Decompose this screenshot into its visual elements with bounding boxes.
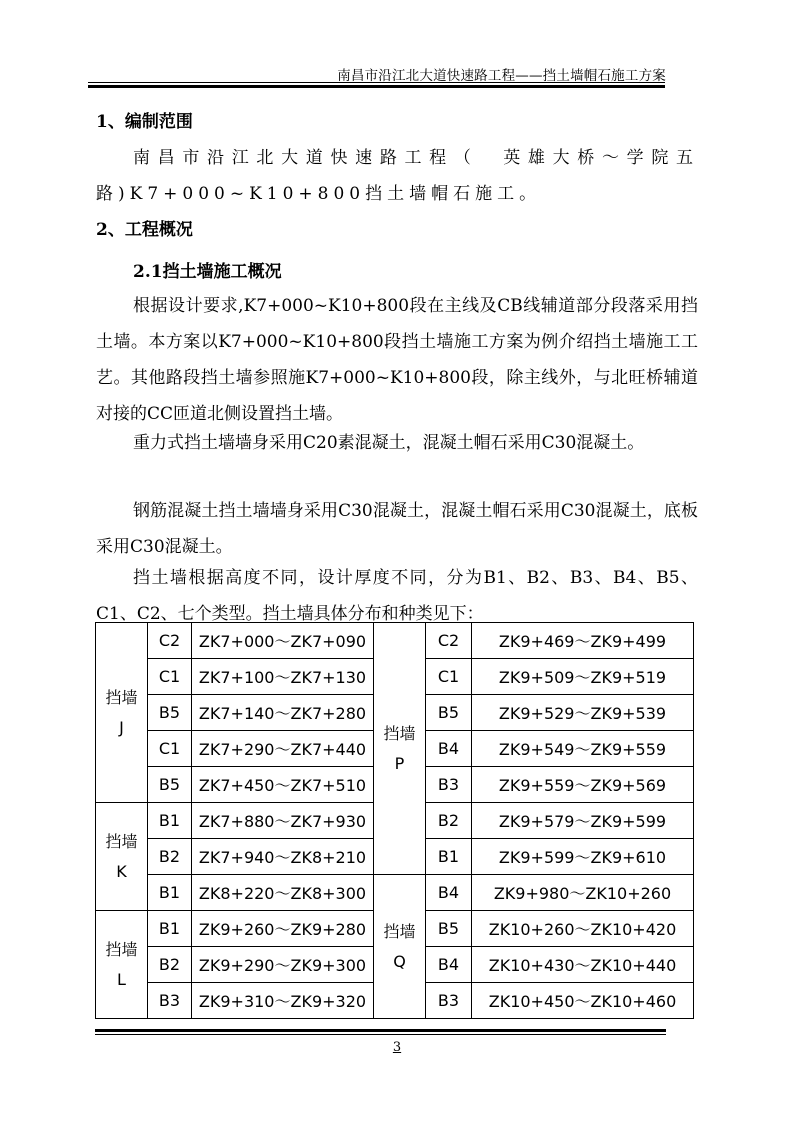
chainage-range-cell: ZK7+450～ZK7+510	[192, 767, 374, 803]
group-cell-k	[96, 803, 148, 911]
wall-type-cell: C2	[426, 623, 472, 659]
chainage-range-cell: ZK7+290～ZK7+440	[192, 731, 374, 767]
group-label: 挡墙	[105, 687, 138, 707]
page-number-text: 3	[392, 1040, 402, 1055]
wall-type-cell: C2	[148, 623, 192, 659]
chainage-range-cell: ZK9+469～ZK9+499	[472, 623, 694, 659]
chainage-range-cell: ZK9+980～ZK10+260	[472, 875, 694, 911]
group-code: P	[394, 753, 405, 773]
overview-paragraph-4: 挡土墙根据高度不同，设计厚度不同，分为B1、B2、B3、B4、B5、C1、C2、七个类型。挡土墙具体分布和种类见下：	[96, 568, 698, 624]
group-cell-j	[96, 623, 148, 803]
wall-type-cell: B2	[426, 803, 472, 839]
section-2-heading: 2、工程概况	[96, 220, 193, 240]
chainage-range-cell: ZK10+450～ZK10+460	[472, 983, 694, 1019]
group-label: 挡墙	[383, 921, 416, 941]
wall-type-cell: B1	[148, 911, 192, 947]
chainage-range-cell: ZK7+140～ZK7+280	[192, 695, 374, 731]
wall-type-cell: B2	[148, 839, 192, 875]
footer-rule	[95, 1034, 666, 1035]
wall-type-cell: B1	[426, 839, 472, 875]
overview-paragraph-1: 根据设计要求,K7+000~K10+800段在主线及CB线辅道部分段落采用挡土墙。本方案以K7+000~K10+800段挡土墙施工方案为例介绍挡土墙施工工艺。其他路段挡土墙参照施K7+000~K10+800段，除主线外，与北旺桥辅道对接的CC匝道北侧设置挡土墙。	[96, 296, 698, 424]
wall-type-cell: B5	[148, 767, 192, 803]
group-label: 挡墙	[383, 723, 416, 743]
group-cell-q	[374, 875, 426, 1019]
wall-type-cell: C1	[148, 659, 192, 695]
chainage-range-cell: ZK9+509～ZK9+519	[472, 659, 694, 695]
wall-type-cell: C1	[426, 659, 472, 695]
wall-type-cell: B4	[426, 875, 472, 911]
chainage-range-cell: ZK9+599～ZK9+610	[472, 839, 694, 875]
wall-type-cell: B3	[426, 983, 472, 1019]
wall-type-cell: C1	[148, 731, 192, 767]
wall-type-cell: B5	[148, 695, 192, 731]
chainage-range-cell: ZK9+559～ZK9+569	[472, 767, 694, 803]
chainage-range-cell: ZK9+579～ZK9+599	[472, 803, 694, 839]
chainage-range-cell: ZK9+290～ZK9+300	[192, 947, 374, 983]
page-number	[0, 1040, 794, 1055]
chainage-range-cell: ZK10+430～ZK10+440	[472, 947, 694, 983]
wall-type-cell: B3	[426, 767, 472, 803]
wall-type-cell: B3	[148, 983, 192, 1019]
wall-type-cell: B4	[426, 731, 472, 767]
wall-type-cell: B5	[426, 695, 472, 731]
wall-type-cell: B5	[426, 911, 472, 947]
table-row	[96, 875, 694, 911]
chainage-range-cell: ZK10+260～ZK10+420	[472, 911, 694, 947]
chainage-range-cell: ZK9+529～ZK9+539	[472, 695, 694, 731]
group-code: J	[119, 717, 124, 737]
chainage-range-cell: ZK9+549～ZK9+559	[472, 731, 694, 767]
section-1-heading: 1、编制范围	[96, 112, 193, 132]
header-rule-thick	[88, 85, 665, 88]
chainage-range-cell: ZK7+880～ZK7+930	[192, 803, 374, 839]
wall-type-cell: B1	[148, 803, 192, 839]
overview-paragraph-2: 重力式挡土墙墙身采用C20素混凝土，混凝土帽石采用C30混凝土。	[133, 433, 645, 453]
chainage-range-cell: ZK8+220～ZK8+300	[192, 875, 374, 911]
chainage-range-cell: ZK9+260～ZK9+280	[192, 911, 374, 947]
group-cell-p	[374, 623, 426, 875]
group-cell-l	[96, 911, 148, 1019]
header-title: 南昌市沿江北大道快速路工程——挡土墙帽石施工方案	[337, 68, 666, 84]
header-rule	[88, 82, 665, 83]
retaining-wall-table	[95, 622, 694, 1019]
wall-type-cell: B4	[426, 947, 472, 983]
table-row	[96, 623, 694, 659]
group-label: 挡墙	[105, 831, 138, 851]
group-code: Q	[393, 951, 406, 971]
wall-type-cell: B2	[148, 947, 192, 983]
overview-paragraph-3: 钢筋混凝土挡土墙墙身采用C30混凝土，混凝土帽石采用C30混凝土，底板采用C30混凝土。	[96, 501, 698, 557]
group-code: K	[116, 861, 127, 881]
wall-type-cell: B1	[148, 875, 192, 911]
chainage-range-cell: ZK7+100～ZK7+130	[192, 659, 374, 695]
group-code: L	[117, 969, 126, 989]
chainage-range-cell: ZK7+000～ZK7+090	[192, 623, 374, 659]
section-2-1-heading: 2.1挡土墙施工概况	[133, 262, 282, 282]
chainage-range-cell: ZK7+940～ZK8+210	[192, 839, 374, 875]
group-label: 挡墙	[105, 939, 138, 959]
footer-rule-thick	[95, 1029, 666, 1032]
chainage-range-cell: ZK9+310～ZK9+320	[192, 983, 374, 1019]
section-1-paragraph: 南昌市沿江北大道快速路工程（ 英雄大桥～学院五路)K7+000~K10+800挡土墙帽石施工。	[96, 148, 698, 204]
